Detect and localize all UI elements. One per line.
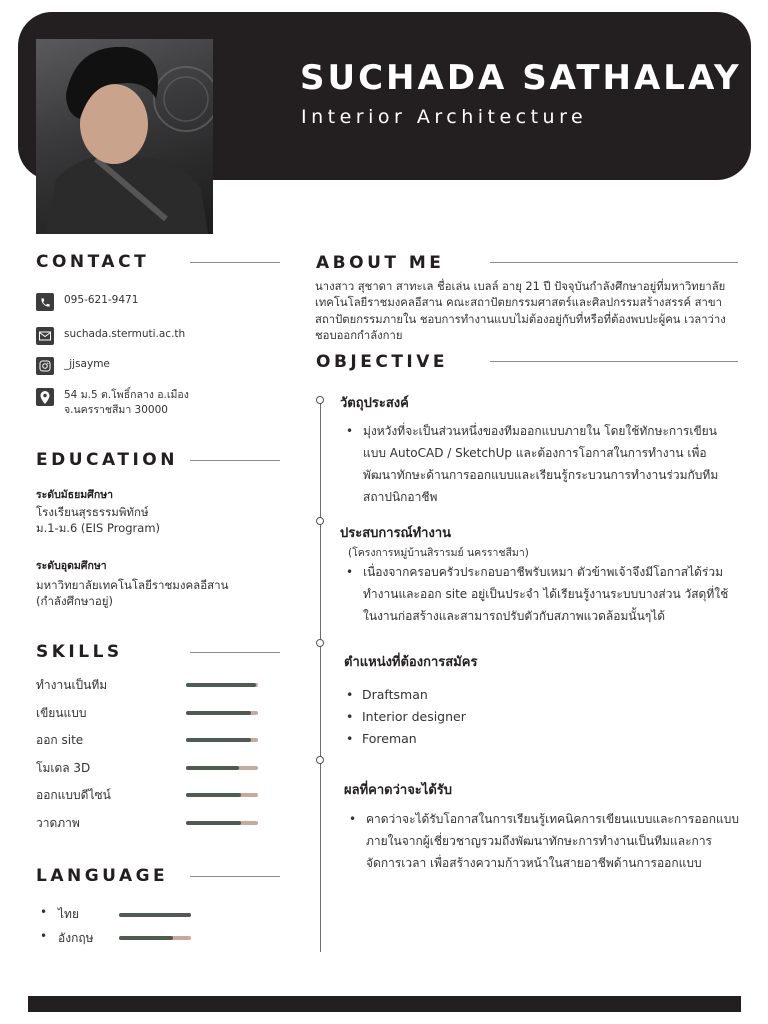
- skills-heading: SKILLS: [36, 642, 123, 662]
- email-icon: [36, 327, 54, 345]
- language-heading: LANGUAGE: [36, 866, 169, 886]
- objective-divider: [490, 361, 738, 362]
- contact-heading: CONTACT: [36, 252, 150, 272]
- language-label: อังกฤษ: [58, 931, 94, 945]
- level-fill: [186, 793, 241, 797]
- experience-project: (โครงการหมู่บ้านสิรารมย์ นครราชสีมา): [348, 547, 529, 559]
- level-fill: [186, 738, 251, 742]
- phone-icon: [36, 293, 54, 311]
- timeline-dot: [316, 756, 324, 764]
- candidate-name: SUCHADA SATHALAY: [300, 58, 742, 98]
- skill-bar: [186, 766, 258, 770]
- skill-bar: [186, 738, 258, 742]
- email-address: suchada.stermuti.ac.th: [64, 328, 186, 340]
- skill-label: ออก site: [36, 733, 84, 747]
- skill-bar: [186, 683, 258, 687]
- expectation-heading: ผลที่คาดว่าจะได้รับ: [344, 783, 453, 798]
- language-item: [42, 905, 79, 924]
- contact-address: [36, 388, 189, 418]
- phone-number: 095-621-9471: [64, 294, 139, 306]
- skill-bar: [186, 793, 258, 797]
- goal-text: • มุ่งหวังที่จะเป็นส่วนหนึ่งของทีมออกแบบภายใน โดยใช้ทักษะการเขียนแบบ AutoCAD / SketchUp และต้องการโอกาสในการทำงาน เพื่อพัฒนาทักษะด้านการออกแบบและเรียนรู้กระบวนการทำงานร่วมกับทีมสถาปนิกอาชีพ: [363, 420, 738, 508]
- position-heading: ตำแหน่งที่ต้องการสมัคร: [344, 655, 478, 670]
- education-school: โรงเรียนสุรธรรมพิทักษ์ ม.1-ม.6 (EIS Program): [36, 505, 161, 535]
- expectation-text: • คาดว่าจะได้รับโอกาสในการเรียนรู้เทคนิคการเขียนแบบและการออกแบบภายในจากผู้เชี่ยวชาญรวมถึงพัฒนาทักษะการทำงานเป็นทีมและการจัดการเวลา เพื่อสร้างความก้าวหน้าในสายอาชีพด้านการออกแบบ: [366, 808, 741, 874]
- experience-text: • เนื่องจากครอบครัวประกอบอาชีพรับเหมา ตัวข้าพเจ้าจึงมีโอกาสได้ร่วมทำงานและออก site อยู่เป็นประจำ ได้เรียนรู้งานระบบบางส่วน วัสดุที่ใช้ในงานก่อสร้างและสามารถปรับตัวกับสภาพแวดล้อมนั้นๆได้: [363, 561, 738, 627]
- location-icon: [36, 388, 54, 406]
- instagram-handle: _jjsayme: [64, 358, 110, 370]
- skill-bar: [186, 821, 258, 825]
- candidate-title: Interior Architecture: [301, 106, 588, 128]
- skill-bar: [186, 711, 258, 715]
- education-divider: [190, 460, 280, 461]
- level-fill: [119, 936, 173, 940]
- contact-instagram: [36, 357, 110, 375]
- language-divider: [190, 876, 280, 877]
- contact-divider: [190, 262, 280, 263]
- education-level: ระดับอุดมศึกษา: [36, 560, 107, 572]
- contact-email: [36, 327, 185, 345]
- instagram-icon: [36, 357, 54, 375]
- objective-heading: OBJECTIVE: [316, 352, 449, 372]
- footer-bar: [28, 996, 741, 1012]
- skill-label: โมเดล 3D: [36, 761, 91, 775]
- goal-heading: วัตถุประสงค์: [340, 396, 409, 411]
- skills-divider: [190, 652, 280, 653]
- address-text: 54 ม.5 ต.โพธิ์กลาง อ.เมือง จ.นครราชสีมา 30000: [64, 389, 189, 416]
- contact-phone: [36, 293, 138, 311]
- level-fill: [186, 821, 241, 825]
- timeline-dot: [316, 517, 324, 525]
- level-fill: [119, 913, 191, 917]
- language-bar: [119, 913, 191, 917]
- education-heading: EDUCATION: [36, 450, 178, 470]
- language-label: ไทย: [58, 907, 79, 921]
- experience-heading: ประสบการณ์ทำงาน: [340, 526, 452, 541]
- timeline-line: [320, 400, 321, 952]
- level-fill: [186, 766, 239, 770]
- profile-photo: [36, 39, 213, 234]
- skill-label: เขียนแบบ: [36, 706, 87, 720]
- education-level: ระดับมัธยมศึกษา: [36, 489, 114, 501]
- about-divider: [490, 262, 738, 263]
- skill-label: ทำงานเป็นทีม: [36, 678, 108, 692]
- position-item: • Draftsman: [362, 687, 428, 702]
- timeline-dot: [316, 639, 324, 647]
- level-fill: [186, 683, 256, 687]
- level-fill: [186, 711, 251, 715]
- position-item: • Interior designer: [362, 709, 466, 724]
- position-item: • Foreman: [362, 731, 417, 746]
- about-text: นางสาว สุชาดา สาทะเล ชื่อเล่น เบลล์ อายุ 21 ปี ปัจจุบันกำลังศึกษาอยู่ที่มหาวิทยาลัยเทคโนโลยีราชมงคลอีสาน คณะสถาปัตยกรรมศาสตร์และศิลปกรรมสร้างสรรค์ สาขาสถาปัตยกรรมภายใน ชอบการทำงานแบบไม่ต้องอยู่กับที่หรือที่ต้องพบปะผู้คน เวลาว่างชอบออกกำลังกาย: [315, 280, 726, 342]
- skill-label: ออกแบบดีไซน์: [36, 788, 111, 802]
- about-heading: ABOUT ME: [316, 253, 445, 273]
- skill-label: วาดภาพ: [36, 816, 80, 830]
- language-item: [42, 929, 94, 948]
- education-school: มหาวิทยาลัยเทคโนโลยีราชมงคลอีสาน (กำลังศึกษาอยู่): [36, 578, 229, 608]
- language-bar: [119, 936, 191, 940]
- timeline-dot: [316, 396, 324, 404]
